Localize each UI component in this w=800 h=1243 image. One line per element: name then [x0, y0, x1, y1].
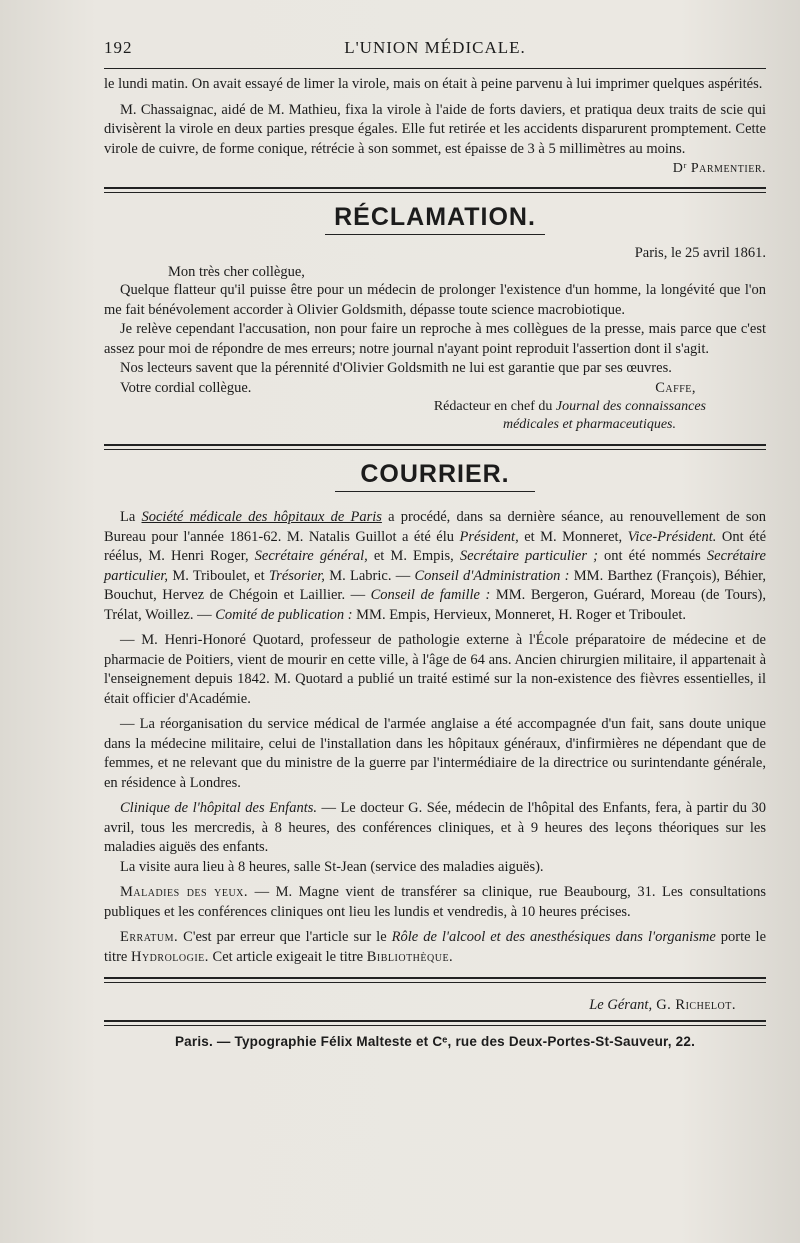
courrier-title-underline [335, 491, 535, 492]
reclamation-title: RÉCLAMATION. [334, 203, 536, 231]
courrier-paragraph-4: Clinique de l'hôpital des Enfants. — Le docteur G. Sée, médecin de l'hôpital des Enfants, fera, à partir du 30 avril, tous les mercredis, à 8 heures, des conférences cliniques, et à 9 heures des leçons théoriques sur les maladies aiguës des enfants. [104, 800, 766, 855]
printer-imprint: Paris. — Typographie Félix Malteste et Cᵉ, rue des Deux-Portes-St-Sauveur, 22. [174, 1034, 696, 1049]
reclamation-closing: Votre cordial collègue. [120, 379, 252, 396]
editor-prefix: Rédacteur en chef du [433, 399, 556, 414]
editor-journal-line-2: médicales et pharmaceutiques. [502, 417, 676, 432]
section-divider-2 [104, 444, 766, 450]
page-number: 192 [104, 38, 133, 57]
courrier-paragraph-5: La visite aura lieu à 8 heures, salle St-Jean (service des maladies aiguës). [120, 858, 544, 875]
reclamation-salutation: Mon très cher collègue, [168, 264, 305, 280]
imprint-divider [104, 1020, 766, 1026]
reclamation-editor-credit [104, 398, 706, 434]
courrier-erratum: Erratum. C'est par erreur que l'article sur le Rôle de l'alcool et des anesthésiques dans l'organisme porte le titre Hydrologie. Cet article exigeait le titre Bibliothèque. [104, 929, 767, 965]
courrier-paragraph-2: — M. Henri-Honoré Quotard, professeur de pathologie externe à l'École préparatoire de médecine et de pharmacie de Poitiers, vient de mourir en cette ville, à l'âge de 64 ans. Ancien chirurgien militaire, il appartenait à l'enseignement depuis 1842. M. Quotard a publié un traité estimé sur la non-existence des fièvres essentielles, il était officier d'Académie. [104, 632, 766, 707]
continuation-paragraph-1: le lundi matin. On avait essayé de limer la virole, mais on était à peine parvenu à lui imprimer quelques aspérités. [104, 76, 763, 92]
continuation-paragraph-2: M. Chassaignac, aidé de M. Mathieu, fixa la virole à l'aide de forts daviers, et pratiqua deux traits de scie qui divisèrent la virole en deux parties presque égales. Elle fut retirée et les accidents disparurent promptement. Cette virole de cuivre, de forme conique, rétrécie à son sommet, est épaisse de 3 à 5 millimètres au moins. [104, 101, 766, 157]
reclamation-signer: Caffe, [655, 379, 696, 396]
continuation-signature: Dʳ Parmentier. [672, 161, 766, 176]
courrier-paragraph-1: La Société médicale des hôpitaux de Paris a procédé, dans sa dernière séance, au renouvellement de son Bureau pour l'année 1861-62. M. Natalis Guillot a été élu Président, et M. Monneret, Vice-Président. Ont été réélus, M. Henri Roger, Secrétaire général, et M. Empis, Secrétaire particulier ; ont été nommés Secrétaire particulier, M. Triboulet, et Trésorier, M. Labric. — Conseil d'Administration : MM. Barthez (François), Béhier, Bouchut, Hervez de Chégoin et Laillier. — Conseil de famille : MM. Bergeron, Guérard, Moreau (de Tours), Trélat, Woillez. — Comité de publication : MM. Empis, Hervieux, Monneret, H. Roger et Triboulet. [104, 509, 767, 623]
reclamation-paragraph-2: Je relève cependant l'accusation, non pour faire un reproche à mes collègues de la presse, mais parce que c'est assez pour moi de répondre de mes erreurs; notre journal n'ayant point reproduit l'assertion dont il s'agit. [104, 321, 766, 357]
courrier-paragraph-3: — La réorganisation du service médical de l'armée anglaise a été accompagnée d'un fait, sans doute unique dans la médecine militaire, celui de l'installation dans les hôpitaux généraux, d'infirmières ne dépendant que de femmes, et ne relevant que du ministre de la guerre par l'intermédiaire de la directrice ou surintendante générale, en résidence à Londres. [104, 716, 766, 791]
reclamation-title-underline [325, 234, 545, 235]
reclamation-paragraph-1: Quelque flatteur qu'il puisse être pour un médecin de prolonger l'existence d'un homme, la longévité que l'on me fait bénévolement accorder à Olivier Goldsmith, dépasse toute science macrobiotique. [104, 282, 766, 318]
page-header [104, 0, 766, 68]
reclamation-closing-row [104, 379, 766, 399]
footer-divider [104, 977, 766, 983]
courrier-paragraph-6: Maladies des yeux. — M. Magne vient de transférer sa clinique, rue Beaubourg, 31. Les consultations publiques et les conférences cliniques ont lieu les lundis et vendredis, à 10 heures précises. [104, 884, 766, 920]
gerant-line: Le Gérant, G. Richelot. [589, 997, 736, 1013]
reclamation-paragraph-3: Nos lecteurs savent que la pérennité d'Olivier Goldsmith ne lui est garantie que par ses œuvres. [120, 360, 672, 376]
editor-journal-line-1: Journal des connaissances [555, 399, 706, 414]
reclamation-dateline: Paris, le 25 avril 1861. [634, 245, 766, 261]
section-divider-1 [104, 187, 766, 193]
courrier-title: COURRIER. [360, 460, 510, 488]
running-head: L'UNION MÉDICALE. [344, 38, 526, 57]
